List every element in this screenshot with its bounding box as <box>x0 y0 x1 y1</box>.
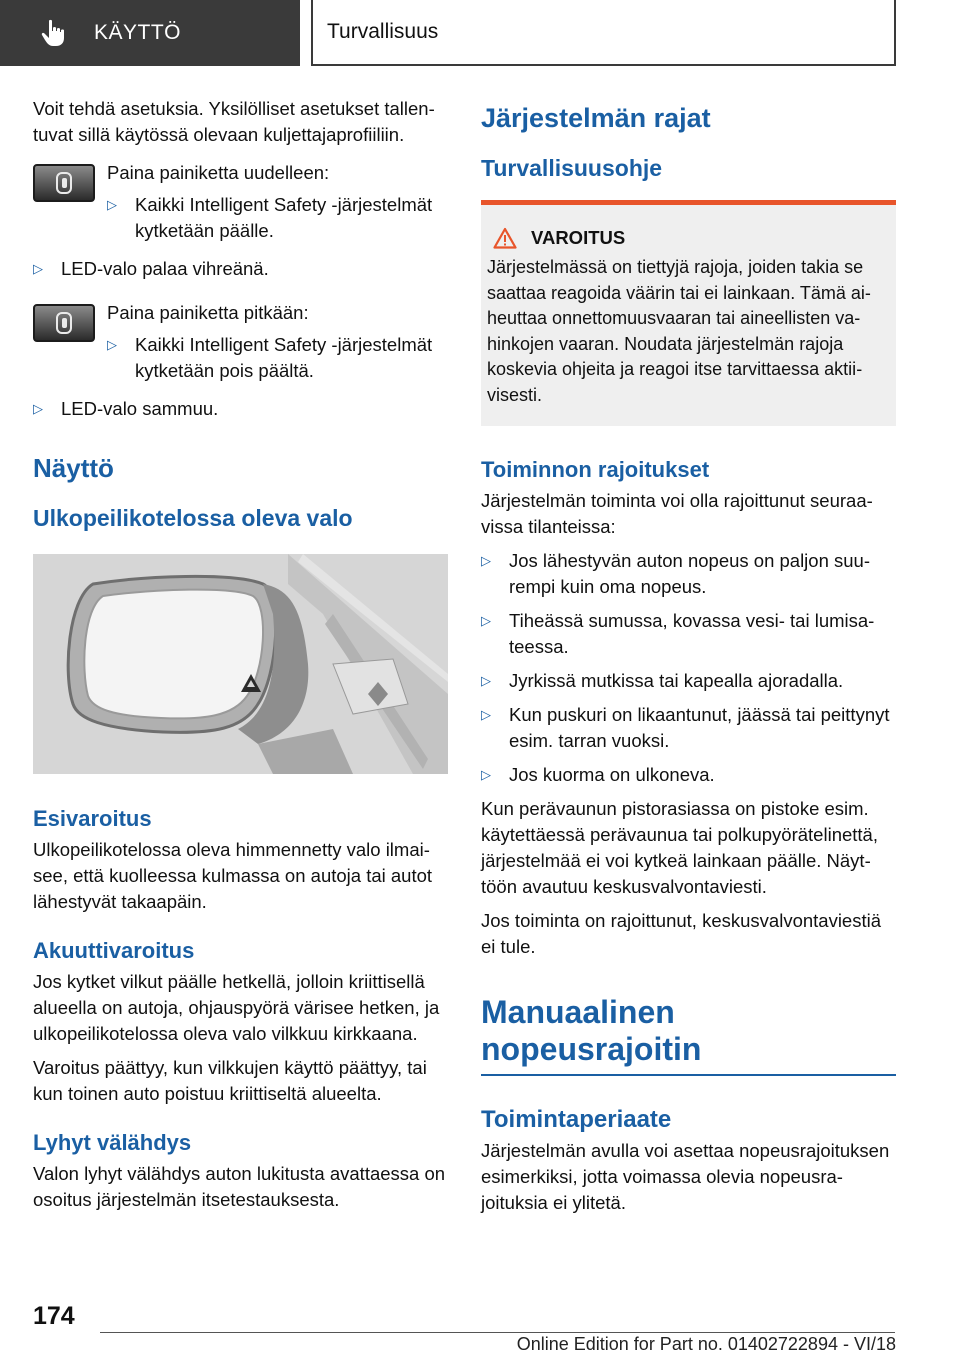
press-long-text: Paina painiketta pitkään: <box>107 302 309 323</box>
paragraph-esivaroitus: Ulkopeilikotelossa oleva himmennetty valo ilmaisee, että kuolleessa kulmassa on autoja tai autot lähestyvät takaapäin. <box>33 839 433 912</box>
button-instruction-1 <box>33 160 448 252</box>
section-title: KÄYTTÖ <box>94 21 182 44</box>
paragraph-lyhyt-valahdys: Valon lyhyt välähdys auton lukitusta avattaessa on osoitus järjestelmän itsetestauksesta. <box>33 1163 446 1210</box>
chapter-title: Turvallisuus <box>327 20 439 43</box>
list-item: ▷ LED-valo sammuu. <box>33 396 448 422</box>
heading-akuuttivaroitus: Akuuttivaroitus <box>33 938 195 963</box>
right-column <box>481 96 896 1224</box>
list-item: ▷ LED-valo palaa vihreänä. <box>33 256 448 282</box>
footer-divider <box>100 1332 895 1333</box>
intro-paragraph: Voit tehdä asetuksia. Yksilölliset asetukset tallentuvat sillä käytössä olevaan kuljettajaprofiiliin. <box>33 98 435 145</box>
triangle-bullet-icon: ▷ <box>481 673 491 688</box>
page-number: 174 <box>33 1302 75 1330</box>
limitations-list <box>481 548 896 788</box>
warning-box <box>481 200 896 426</box>
heading-esivaroitus: Esivaroitus <box>33 806 152 831</box>
list-item: ▷ Jyrkissä mutkissa tai kapealla ajoradalla. <box>481 668 896 694</box>
triangle-bullet-icon: ▷ <box>481 553 491 568</box>
paragraph-akuuttivaroitus-2: Varoitus päättyy, kun vilkkujen käyttö päättyy, tai kun toinen auto poistuu kriittiseltä alueelta. <box>33 1057 427 1104</box>
paragraph-peravaunu: Kun perävaunun pistorasiassa on pistoke esim. käytettäessä perävaunua tai polkupyörätelinettä, järjestelmää ei voi kytkeä lainkaan päälle. Näyttöön avautuu keskusvalvontaviesti. <box>481 798 878 897</box>
list-item: ▷ Jos lähestyvän auton nopeus on paljon suurempi kuin oma nopeus. <box>481 548 896 600</box>
paragraph-toimintaperiaate: Järjestelmän avulla voi asettaa nopeusrajoituksen esimerkiksi, jotta voimassa olevia nopeusrajoituksia ei ylitetä. <box>481 1140 890 1213</box>
heading-mirror-light: Ulkopeilikotelossa oleva valo <box>33 505 353 531</box>
paragraph-rajoitukset: Järjestelmän toiminta voi olla rajoittunut seuraavissa tilanteissa: <box>481 490 873 537</box>
triangle-bullet-icon: ▷ <box>481 613 491 628</box>
side-mirror-illustration <box>33 554 448 774</box>
warning-text: Järjestelmässä on tiettyjä rajoja, joiden takia se saattaa reagoida väärin tai ei lainkaan. Tämä aiheuttaa onnettomuusvaaran tai aineellisten vahinkojen vaaran. Noudata järjestelmän rajoja koskevia ohjeita ja reagoi itse tarvittaessa aktiivisesti. <box>487 257 871 405</box>
list-item: ▷ Kun puskuri on likaantunut, jäässä tai peittynyt esim. tarran vuoksi. <box>481 702 896 754</box>
heading-toimintaperiaate: Toimintaperiaate <box>481 1106 672 1133</box>
triangle-bullet-icon: ▷ <box>33 401 43 416</box>
triangle-bullet-icon: ▷ <box>481 767 491 782</box>
header-section-tab <box>0 0 300 66</box>
heading-turvallisuusohje: Turvallisuusohje <box>481 155 663 181</box>
heading-lyhyt-valahdys: Lyhyt välähdys <box>33 1130 192 1155</box>
triangle-bullet-icon: ▷ <box>33 261 43 276</box>
list-item: ▷ Kaikki Intelligent Safety -järjestelmät kytketään pois päältä. <box>107 332 448 384</box>
heading-toiminnon-rajoitukset: Toiminnon rajoitukset <box>481 457 710 482</box>
press-again-text: Paina painiketta uudelleen: <box>107 162 330 183</box>
triangle-bullet-icon: ▷ <box>107 337 117 352</box>
heading-jarjestelman-rajat: Järjestelmän rajat <box>481 103 711 133</box>
heading-naytto: Näyttö <box>33 453 114 483</box>
footer-edition: Online Edition for Part no. 01402722894 - VI/18 <box>516 1334 896 1354</box>
warning-triangle-icon <box>493 227 517 249</box>
button-instruction-2 <box>33 300 448 392</box>
left-column <box>33 96 448 1221</box>
triangle-bullet-icon: ▷ <box>481 707 491 722</box>
hand-pointer-icon <box>40 18 70 48</box>
list-item: ▷ Jos kuorma on ulkoneva. <box>481 762 896 788</box>
chapter-tab <box>311 0 896 66</box>
paragraph-keskusvalvonta: Jos toiminta on rajoittunut, keskusvalvontaviestiä ei tule. <box>481 910 882 957</box>
paragraph-akuuttivaroitus-1: Jos kytket vilkut päälle hetkellä, jolloin kriittisellä alueella on autoja, ohjauspyörä värisee hetken, ja ulkopeilikotelossa oleva valo vilkkuu kirkkaana. <box>33 971 440 1044</box>
list-item: ▷ Tiheässä sumussa, kovassa vesi- tai lumisateessa. <box>481 608 896 660</box>
intelligent-safety-button-icon <box>33 304 95 342</box>
intelligent-safety-button-icon <box>33 164 95 202</box>
warning-title: VAROITUS <box>531 227 626 248</box>
heading-manuaalinen-nopeusrajoitin: Manuaalinen nopeusrajoitin <box>481 994 896 1076</box>
list-item: ▷ Kaikki Intelligent Safety -järjestelmät kytketään päälle. <box>107 192 448 244</box>
triangle-bullet-icon: ▷ <box>107 197 117 212</box>
